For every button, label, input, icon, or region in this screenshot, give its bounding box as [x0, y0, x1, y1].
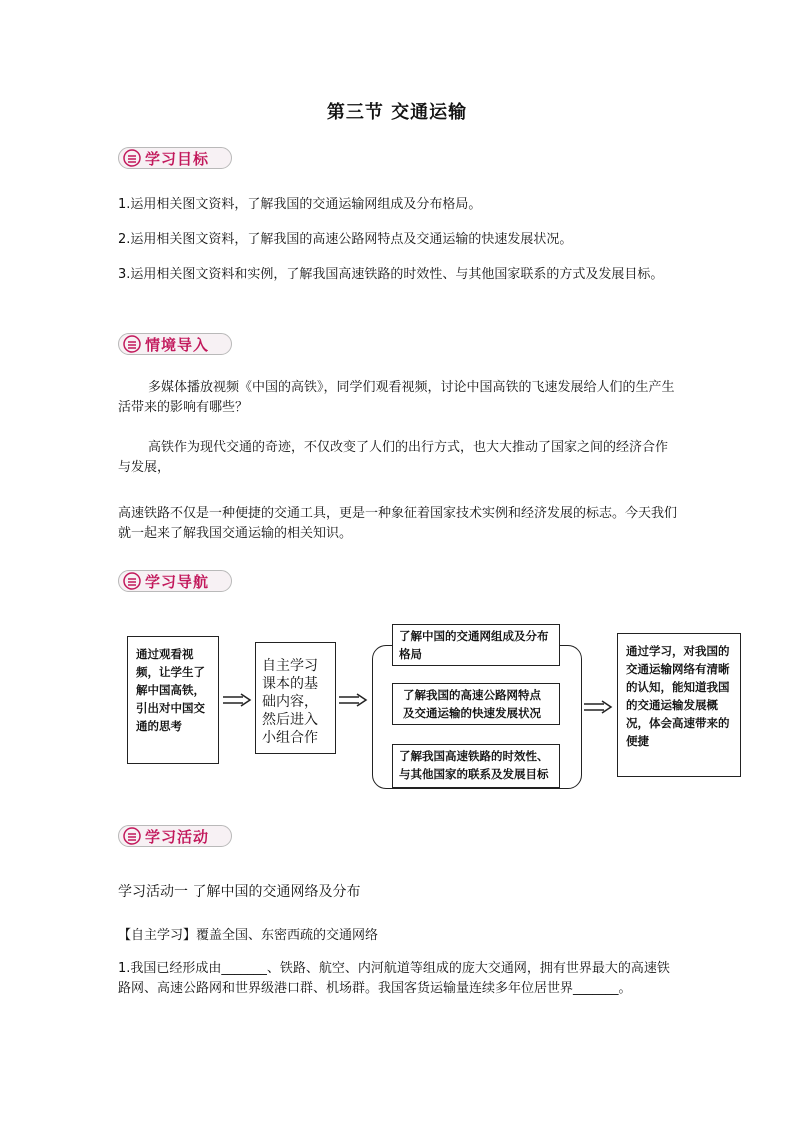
goal-item: 1.运用相关图文资料，了解我国的交通运输网组成及分布格局。 — [118, 197, 482, 212]
section-label: 学习导航 — [145, 572, 210, 591]
flow-item-1: 了解中国的交通网组成及分布格局 — [392, 624, 560, 666]
double-arrow-icon — [338, 693, 368, 707]
section-badge-nav — [118, 570, 232, 592]
intro-paragraph: 高铁作为现代交通的奇迹，不仅改变了人们的出行方式，也大大推动了国家之间的经济合作与发展， — [118, 440, 669, 475]
flow-box-outcome: 通过学习，对我国的交通运输网络有清晰的认知，能知道我国的交通运输发展概况，体会高速带来的便捷 — [617, 633, 741, 777]
intro-paragraph: 多媒体播放视频《中国的高铁》，同学们观看视频，讨论中国高铁的飞速发展给人们的生产生活带来的影响有哪些？ — [118, 380, 675, 415]
section-badge-intro — [118, 333, 232, 355]
double-arrow-icon — [222, 693, 252, 707]
book-stack-icon — [123, 149, 141, 167]
flow-item-3: 了解我国高速铁路的时效性、与其他国家的联系及发展目标 — [392, 744, 560, 788]
goal-item: 3.运用相关图文资料和实例，了解我国高速铁路的时效性、与其他国家联系的方式及发展目标。 — [118, 267, 664, 282]
flow-box-self-study: 自主学习课本的基础内容，然后进入小组合作 — [255, 642, 336, 754]
double-arrow-icon — [583, 700, 613, 714]
activity-heading: 学习活动一 了解中国的交通网络及分布 — [118, 884, 361, 900]
page-title: 第三节 交通运输 — [326, 102, 468, 123]
section-label: 情境导入 — [145, 335, 210, 354]
question-1: 1.我国已经形成由_______、铁路、航空、内河航道等组成的庞大交通网，拥有世界最大的高速铁路网、高速公路网和世界级港口群、机场群。我国客货运输量连续多年位居世界_______。 — [118, 961, 670, 996]
section-badge-activity — [118, 825, 232, 847]
section-label: 学习目标 — [145, 149, 210, 168]
book-stack-icon — [123, 335, 141, 353]
section-label: 学习活动 — [145, 827, 210, 846]
intro-paragraph: 高速铁路不仅是一种便捷的交通工具，更是一种象征着国家技术实例和经济发展的标志。今天我们就一起来了解我国交通运输的相关知识。 — [118, 506, 678, 541]
section-badge-goals — [118, 147, 232, 169]
book-stack-icon — [123, 572, 141, 590]
book-stack-icon — [123, 827, 141, 845]
activity-subheading: 【自主学习】覆盖全国、东密西疏的交通网络 — [118, 928, 379, 943]
flow-item-2: 了解我国的高速公路网特点及交通运输的快速发展状况 — [392, 683, 560, 725]
goal-item: 2.运用相关图文资料，了解我国的高速公路网特点及交通运输的快速发展状况。 — [118, 232, 573, 247]
flow-box-start: 通过观看视频，让学生了解中国高铁，引出对中国交通的思考 — [127, 636, 219, 764]
